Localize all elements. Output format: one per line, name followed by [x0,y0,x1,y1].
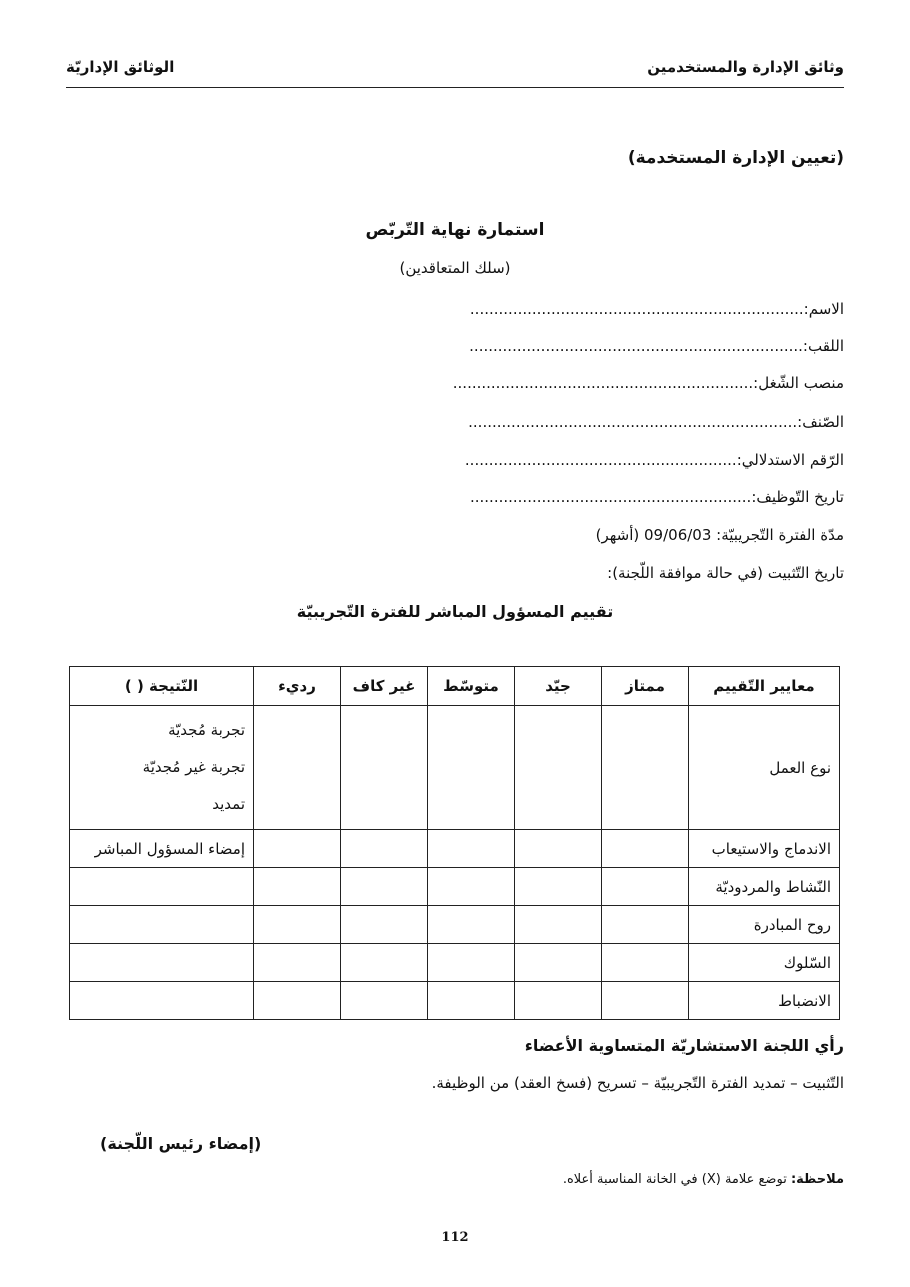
cell-poor[interactable] [254,982,341,1020]
table-row [70,706,840,830]
cell-insufficient[interactable] [341,906,428,944]
cell-insufficient[interactable] [341,706,428,830]
committee-opinion-title: رأي اللجنة الاستشاريّة المتساوية الأعضاء [524,1036,844,1055]
cell-poor[interactable] [254,868,341,906]
criterion-productivity: النّشاط والمردوديّة [689,868,840,906]
note-label: ملاحظة: [790,1172,844,1187]
field-confirmation-date: تاريخ التّثبيت (في حالة موافقة اللّجنة): [607,564,844,582]
cell-average[interactable] [428,868,515,906]
table-row [70,944,840,982]
header-left-title: الوثائق الإداريّة [66,58,175,76]
cell-good[interactable] [515,706,602,830]
cell-average[interactable] [428,944,515,982]
header-excellent: ممتاز [602,667,689,706]
cell-excellent[interactable] [602,706,689,830]
field-dots: ........................................................... [469,488,752,506]
table-row [70,906,840,944]
cell-average[interactable] [428,982,515,1020]
cell-good[interactable] [515,982,602,1020]
table-row [70,982,840,1020]
field-label: منصب الشّغل: [753,374,844,392]
cell-average[interactable] [428,906,515,944]
field-label: تاريخ التّوظيف: [751,488,844,506]
cell-insufficient[interactable] [341,830,428,868]
cell-good[interactable] [515,868,602,906]
field-label: اللقب: [802,337,844,355]
field-label: الصّنف: [797,413,844,431]
header-right-title: وثائق الإدارة والمستخدمين [647,58,844,76]
result-option-extension[interactable]: تمديد [212,795,245,813]
cell-poor[interactable] [254,944,341,982]
form-title: استمارة نهاية التّربّص [365,220,545,240]
cell-poor[interactable] [254,706,341,830]
header-divider [66,87,844,88]
header-criteria: معايير التّقييم [689,667,840,706]
result-cell[interactable] [70,944,254,982]
cell-poor[interactable] [254,830,341,868]
section-title: (تعيين الإدارة المستخدمة) [627,148,844,168]
cell-good[interactable] [515,944,602,982]
field-label: الاسم: [803,300,844,318]
result-option-unsuccessful[interactable]: تجربة غير مُجديّة [142,758,245,776]
criterion-discipline: الانضباط [689,982,840,1020]
field-label: الرّقم الاستدلالي: [736,451,844,469]
cell-excellent[interactable] [602,868,689,906]
field-index-number[interactable] [465,451,844,469]
field-hire-date[interactable] [470,488,844,506]
cell-good[interactable] [515,906,602,944]
field-dots: ...................................................................... [469,300,804,318]
note [563,1172,844,1187]
result-supervisor-signature: إمضاء المسؤول المباشر [70,830,254,868]
cell-poor[interactable] [254,906,341,944]
criterion-work-type: نوع العمل [689,706,840,830]
cell-average[interactable] [428,706,515,830]
result-cell[interactable] [70,906,254,944]
cell-excellent[interactable] [602,982,689,1020]
cell-excellent[interactable] [602,944,689,982]
committee-chair-signature: (إمضاء رئيس اللّجنة) [100,1134,262,1153]
cell-average[interactable] [428,830,515,868]
field-surname[interactable] [469,337,844,355]
cell-insufficient[interactable] [341,982,428,1020]
table-row [70,830,840,868]
cell-excellent[interactable] [602,906,689,944]
evaluation-table [69,666,840,1020]
result-options [70,706,254,830]
form-subtitle: (سلك المتعاقدين) [399,259,511,277]
result-option-successful[interactable]: تجربة مُجديّة [168,721,245,739]
field-name[interactable] [470,300,844,318]
note-text: توضع علامة (X) في الخانة المناسبة أعلاه. [562,1172,791,1187]
field-category[interactable] [468,413,844,431]
criterion-initiative: روح المبادرة [689,906,840,944]
header-average: متوسّط [428,667,515,706]
header-good: جيّد [515,667,602,706]
header-poor: رديء [254,667,341,706]
field-position[interactable] [453,374,844,392]
result-cell[interactable] [70,982,254,1020]
result-cell[interactable] [70,868,254,906]
table-row [70,868,840,906]
evaluation-title: تقييم المسؤول المباشر للفترة التّجريبيّة [296,602,614,621]
field-dots: ......................................................... [464,451,737,469]
criterion-behavior: السّلوك [689,944,840,982]
field-dots: ...................................................................... [469,337,803,355]
cell-insufficient[interactable] [341,944,428,982]
field-dots: ............................................................... [452,374,754,392]
criterion-integration: الاندماج والاستيعاب [689,830,840,868]
table-header-row [70,667,840,706]
cell-insufficient[interactable] [341,868,428,906]
cell-excellent[interactable] [602,830,689,868]
field-dots: ..................................................................... [468,413,798,431]
field-probation-period: مدّة الفترة التّجريبيّة: 09/06/03 (أشهر) [595,526,844,544]
page-number: 112 [441,1230,469,1245]
cell-good[interactable] [515,830,602,868]
header-insufficient: غير كاف [341,667,428,706]
header-result: النّتيجة ( ) [70,667,254,706]
committee-opinion-options: التّثبيت – تمديد الفترة التّجريبيّة – تسريح (فسخ العقد) من الوظيفة. [431,1074,844,1092]
